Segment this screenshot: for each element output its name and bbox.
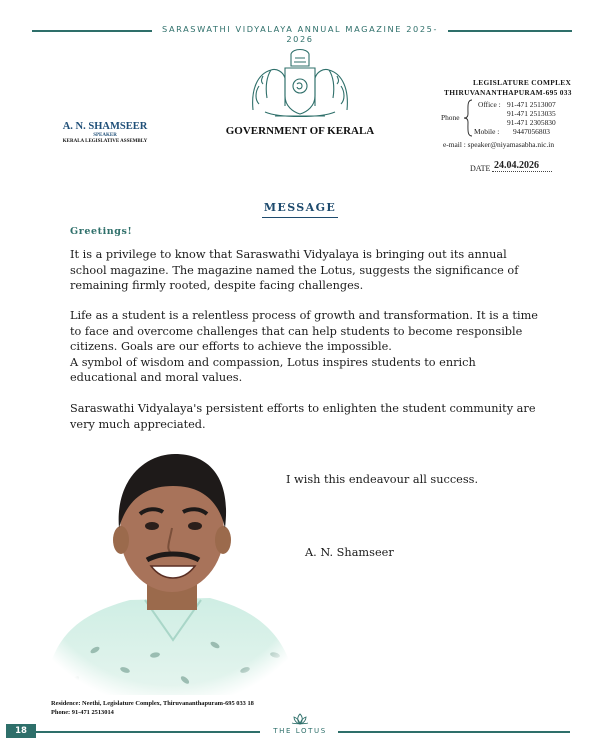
message-paragraph-3: Saraswathi Vidyalaya's persistent efforts to enlighten the student community are very much appreciated.: [70, 402, 536, 431]
footer-rule-right: [338, 731, 570, 733]
magazine-header-title: SARASWATHI VIDYALAYA ANNUAL MAGAZINE 2025-2026: [162, 24, 438, 44]
email-line: e-mail : speaker@niyamasabha.nic.in: [443, 140, 555, 149]
greeting: Greetings!: [70, 226, 133, 237]
mobile-number: 9447056803: [513, 127, 550, 136]
lotus-icon: [291, 713, 309, 725]
office-label: Office :: [478, 100, 501, 109]
message-title: MESSAGE: [263, 201, 337, 214]
speaker-organisation: KERALA LEGISLATIVE ASSEMBLY: [62, 139, 148, 144]
brace-icon: [463, 99, 473, 137]
date-label: DATE: [470, 164, 491, 173]
speaker-role: SPEAKER: [93, 133, 117, 138]
office-number-1: 91-471 2513007: [507, 100, 556, 109]
header-rule-right: [448, 30, 572, 32]
phone-label: Phone: [441, 113, 460, 122]
speaker-portrait: [35, 440, 305, 695]
header-rule-left: [32, 30, 152, 32]
office-number-3: 91-471 2305830: [507, 118, 556, 127]
message-paragraph-2: Life as a student is a relentless process of growth and transformation. It is a time to face and overcome challenges that can help students to become responsible citizens. Goals are our efforts to achieve the impossible. A symbol of wisdom and compassion, Lotus inspires students to enrich educational and moral values.: [70, 309, 538, 384]
footer-magazine-name: THE LOTUS: [273, 727, 327, 735]
kerala-emblem-icon: [245, 46, 355, 122]
contact-address-line2: THIRUVANANTHAPURAM-695 033: [444, 88, 572, 97]
residence-phone: Phone: 91-471 2513014: [51, 709, 114, 716]
footer-rule-left: [36, 731, 260, 733]
speaker-name: A. N. SHAMSEER: [62, 121, 148, 132]
contact-address-line1: LEGISLATURE COMPLEX: [473, 78, 572, 87]
closing-wish: I wish this endeavour all success.: [286, 473, 479, 486]
date-value: 24.04.2026: [494, 160, 539, 171]
government-title: GOVERNMENT OF KERALA: [225, 125, 375, 137]
message-paragraph-1: It is a privilege to know that Saraswathi Vidyalaya is bringing out its annual school magazine. The magazine named the Lotus, suggests the significance of remaining firmly rooted, despite facing challenges.: [70, 248, 519, 292]
residence-address: Residence: Neethi, Legislature Complex, Thiruvananthapuram-695 033 18: [51, 700, 254, 707]
mobile-label: Mobile :: [474, 127, 500, 136]
date-underline: [492, 171, 552, 172]
message-title-underline: [262, 217, 338, 218]
page-number: 18: [6, 724, 36, 738]
signature-name: A. N. Shamseer: [305, 546, 394, 559]
office-number-2: 91-471 2513035: [507, 109, 556, 118]
